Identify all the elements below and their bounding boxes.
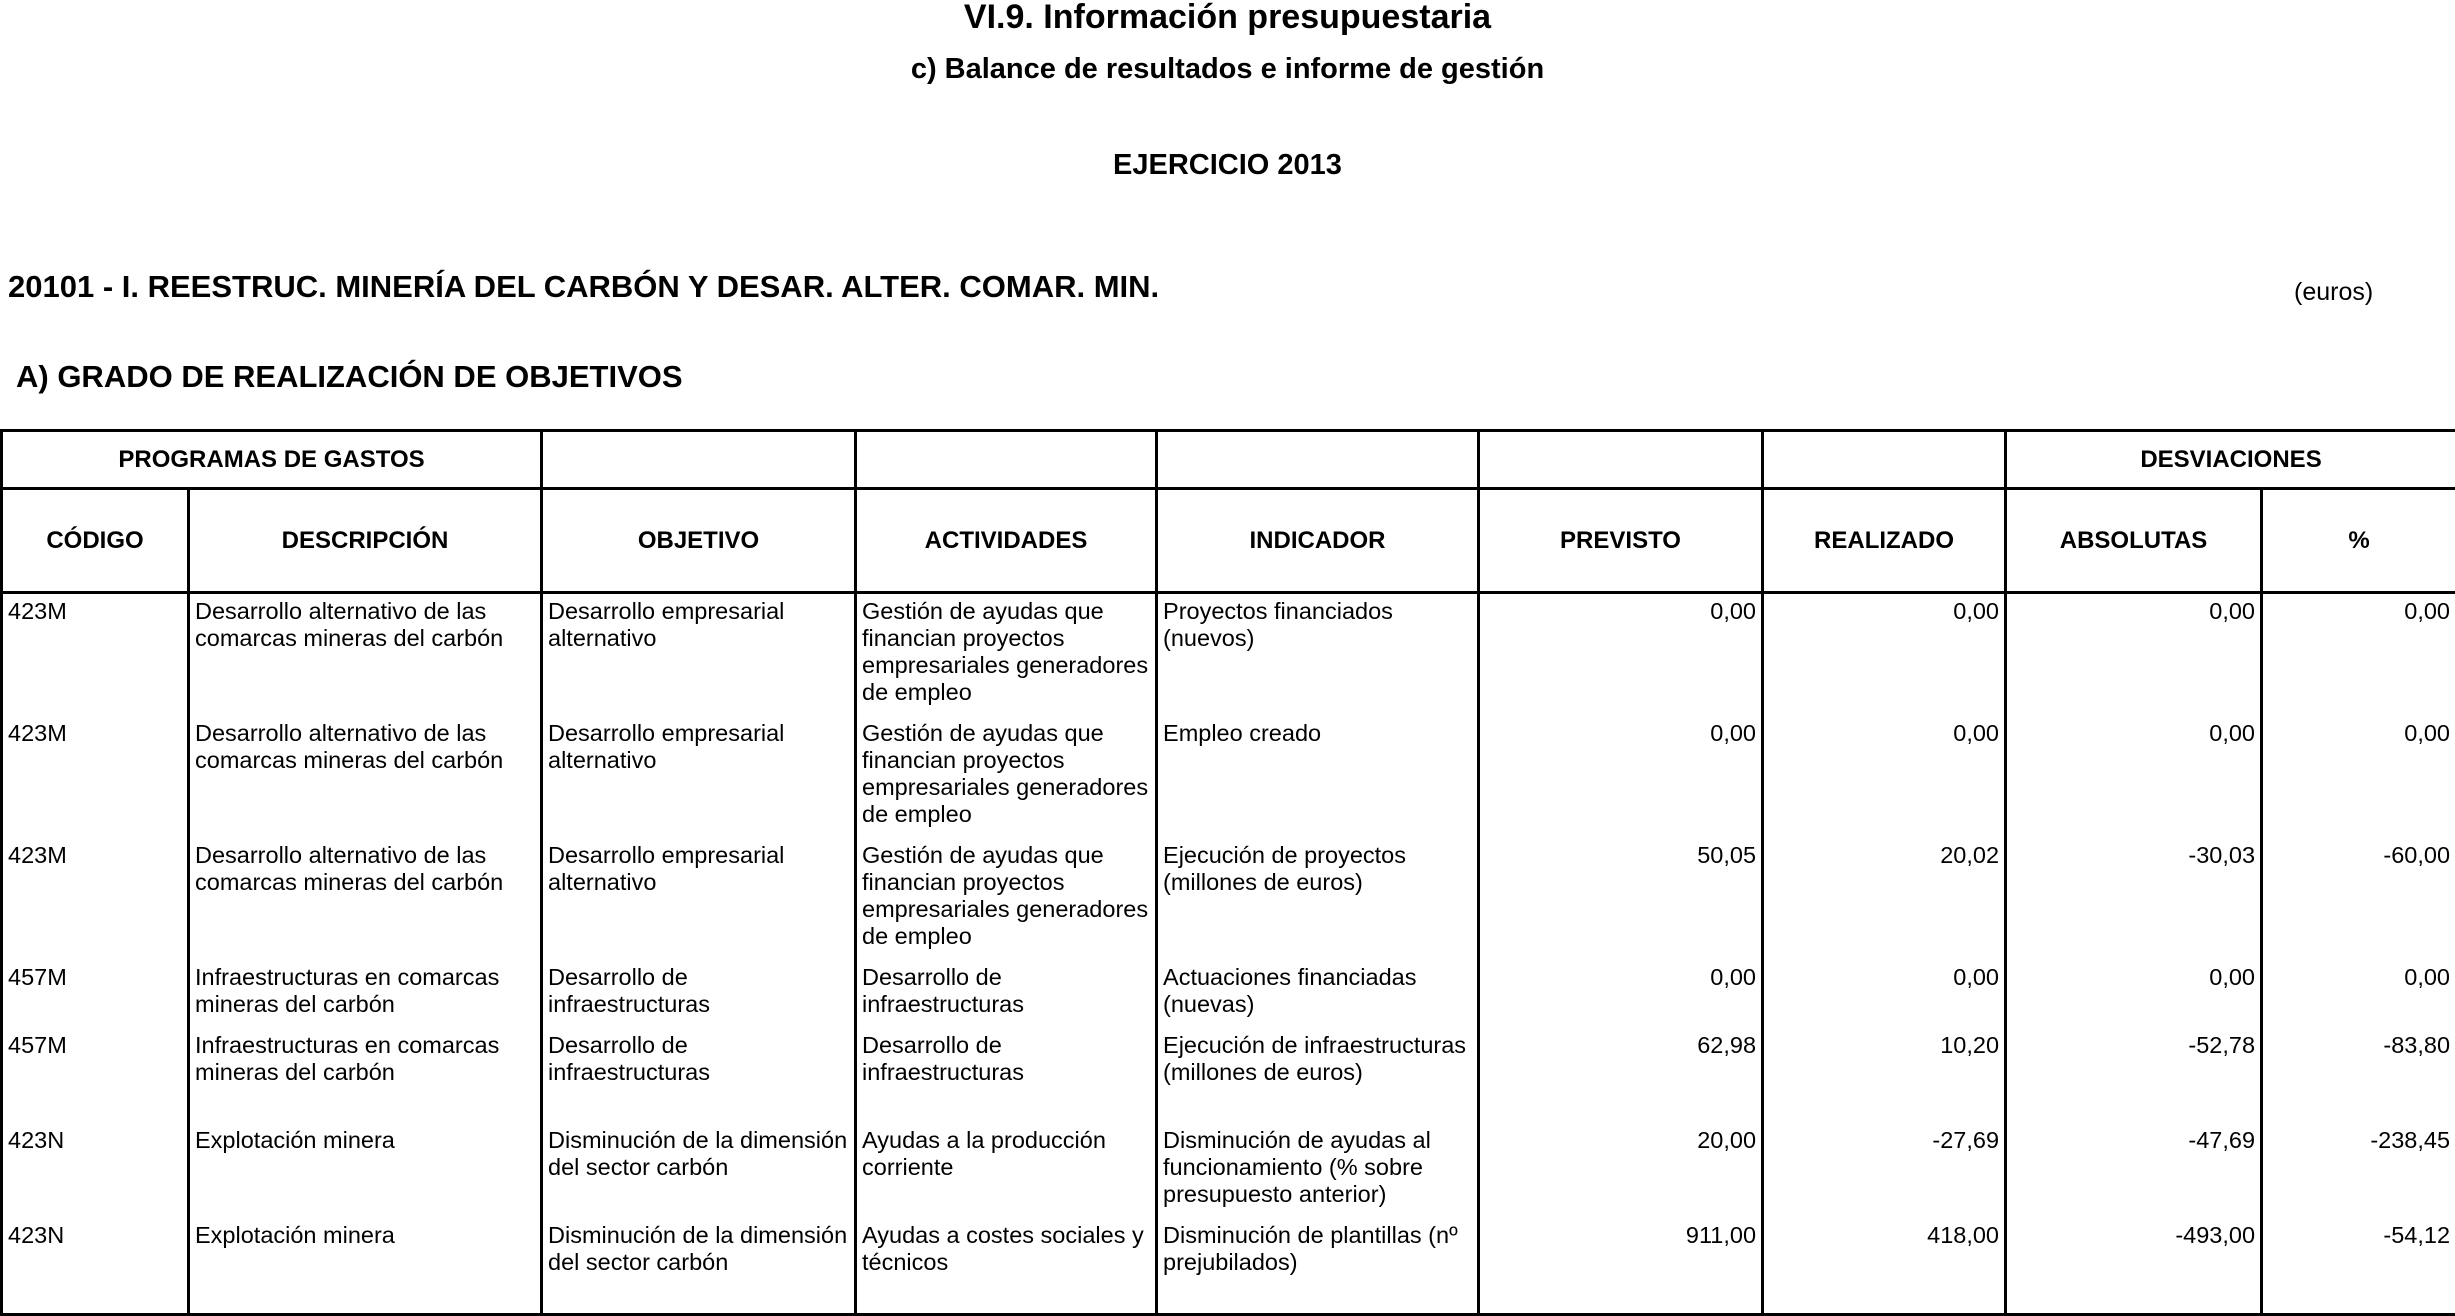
cell-descripcion: Desarrollo alternativo de las comarcas mineras del carbón <box>189 716 542 838</box>
cell-objetivo: Desarrollo empresarial alternativo <box>542 716 856 838</box>
table-row <box>2 1028 2455 1123</box>
group-header-empty <box>856 431 1157 489</box>
cell-absolutas: 0,00 <box>2006 960 2262 1028</box>
cell-percent: 0,00 <box>2262 960 2455 1028</box>
cell-percent: -83,80 <box>2262 1028 2455 1123</box>
cell-indicador: Proyectos financiados (nuevos) <box>1157 593 1479 717</box>
table-row <box>2 838 2455 960</box>
cell-absolutas: 0,00 <box>2006 716 2262 838</box>
cell-actividades: Desarrollo de infraestructuras <box>856 1028 1157 1123</box>
cell-absolutas: 0,00 <box>2006 593 2262 717</box>
table-row <box>2 1123 2455 1218</box>
cell-objetivo: Desarrollo empresarial alternativo <box>542 838 856 960</box>
cell-indicador: Disminución de plantillas (nº prejubilados) <box>1157 1218 1479 1315</box>
cell-percent: 0,00 <box>2262 593 2455 717</box>
group-header-desviaciones: DESVIACIONES <box>2006 431 2455 489</box>
cell-objetivo: Desarrollo de infraestructuras <box>542 1028 856 1123</box>
cell-absolutas: -52,78 <box>2006 1028 2262 1123</box>
column-header-descripcion: DESCRIPCIÓN <box>189 489 542 593</box>
cell-actividades: Ayudas a costes sociales y técnicos <box>856 1218 1157 1315</box>
group-header-empty <box>1157 431 1479 489</box>
cell-actividades: Gestión de ayudas que financian proyectos empresariales generadores de empleo <box>856 716 1157 838</box>
cell-previsto: 911,00 <box>1479 1218 1763 1315</box>
table-row <box>2 960 2455 1028</box>
cell-absolutas: -47,69 <box>2006 1123 2262 1218</box>
cell-codigo: 423N <box>2 1218 189 1315</box>
cell-descripcion: Infraestructuras en comarcas mineras del carbón <box>189 1028 542 1123</box>
cell-actividades: Ayudas a la producción corriente <box>856 1123 1157 1218</box>
cell-percent: -54,12 <box>2262 1218 2455 1315</box>
cell-realizado: 0,00 <box>1763 960 2006 1028</box>
group-header-programas: PROGRAMAS DE GASTOS <box>2 431 542 489</box>
exercise-year: EJERCICIO 2013 <box>0 149 2455 181</box>
cell-codigo: 423N <box>2 1123 189 1218</box>
table-row <box>2 593 2455 717</box>
cell-indicador: Empleo creado <box>1157 716 1479 838</box>
cell-realizado: 20,02 <box>1763 838 2006 960</box>
cell-objetivo: Disminución de la dimensión del sector carbón <box>542 1123 856 1218</box>
cell-percent: -60,00 <box>2262 838 2455 960</box>
cell-codigo: 423M <box>2 593 189 717</box>
cell-objetivo: Disminución de la dimensión del sector carbón <box>542 1218 856 1315</box>
cell-actividades: Gestión de ayudas que financian proyectos empresariales generadores de empleo <box>856 838 1157 960</box>
cell-percent: -238,45 <box>2262 1123 2455 1218</box>
cell-realizado: 418,00 <box>1763 1218 2006 1315</box>
cell-actividades: Gestión de ayudas que financian proyectos empresariales generadores de empleo <box>856 593 1157 717</box>
cell-descripcion: Explotación minera <box>189 1123 542 1218</box>
table-row <box>2 1218 2455 1315</box>
cell-absolutas: -30,03 <box>2006 838 2262 960</box>
column-header-row <box>2 489 2455 593</box>
cell-indicador: Actuaciones financiadas (nuevas) <box>1157 960 1479 1028</box>
currency-units: (euros) <box>2294 278 2373 306</box>
cell-indicador: Ejecución de proyectos (millones de euros) <box>1157 838 1479 960</box>
cell-previsto: 62,98 <box>1479 1028 1763 1123</box>
page-subtitle: c) Balance de resultados e informe de gestión <box>0 53 2455 85</box>
section-heading: A) GRADO DE REALIZACIÓN DE OBJETIVOS <box>16 360 683 394</box>
column-header-codigo: CÓDIGO <box>2 489 189 593</box>
cell-realizado: 10,20 <box>1763 1028 2006 1123</box>
table-row <box>2 716 2455 838</box>
cell-descripcion: Desarrollo alternativo de las comarcas mineras del carbón <box>189 593 542 717</box>
cell-previsto: 20,00 <box>1479 1123 1763 1218</box>
cell-realizado: 0,00 <box>1763 716 2006 838</box>
group-header-empty <box>542 431 856 489</box>
cell-descripcion: Desarrollo alternativo de las comarcas mineras del carbón <box>189 838 542 960</box>
group-header-row <box>2 431 2455 489</box>
group-header-empty <box>1479 431 1763 489</box>
cell-realizado: 0,00 <box>1763 593 2006 717</box>
cell-indicador: Ejecución de infraestructuras (millones de euros) <box>1157 1028 1479 1123</box>
cell-descripcion: Infraestructuras en comarcas mineras del carbón <box>189 960 542 1028</box>
cell-codigo: 423M <box>2 838 189 960</box>
cell-percent: 0,00 <box>2262 716 2455 838</box>
entity-heading: 20101 - I. REESTRUC. MINERÍA DEL CARBÓN Y DESAR. ALTER. COMAR. MIN. <box>8 270 1159 304</box>
cell-codigo: 457M <box>2 1028 189 1123</box>
cell-descripcion: Explotación minera <box>189 1218 542 1315</box>
cell-objetivo: Desarrollo empresarial alternativo <box>542 593 856 717</box>
cell-absolutas: -493,00 <box>2006 1218 2262 1315</box>
objectives-table <box>0 429 2455 1316</box>
cell-codigo: 423M <box>2 716 189 838</box>
cell-previsto: 0,00 <box>1479 593 1763 717</box>
cell-indicador: Disminución de ayudas al funcionamiento (% sobre presupuesto anterior) <box>1157 1123 1479 1218</box>
column-header-actividades: ACTIVIDADES <box>856 489 1157 593</box>
cell-actividades: Desarrollo de infraestructuras <box>856 960 1157 1028</box>
column-header-percent: % <box>2262 489 2455 593</box>
column-header-absolutas: ABSOLUTAS <box>2006 489 2262 593</box>
column-header-realizado: REALIZADO <box>1763 489 2006 593</box>
column-header-objetivo: OBJETIVO <box>542 489 856 593</box>
cell-previsto: 0,00 <box>1479 960 1763 1028</box>
cell-objetivo: Desarrollo de infraestructuras <box>542 960 856 1028</box>
column-header-previsto: PREVISTO <box>1479 489 1763 593</box>
cell-previsto: 0,00 <box>1479 716 1763 838</box>
column-header-indicador: INDICADOR <box>1157 489 1479 593</box>
cell-realizado: -27,69 <box>1763 1123 2006 1218</box>
cell-codigo: 457M <box>2 960 189 1028</box>
group-header-empty <box>1763 431 2006 489</box>
cell-previsto: 50,05 <box>1479 838 1763 960</box>
page-title: VI.9. Información presupuestaria <box>0 0 2455 34</box>
